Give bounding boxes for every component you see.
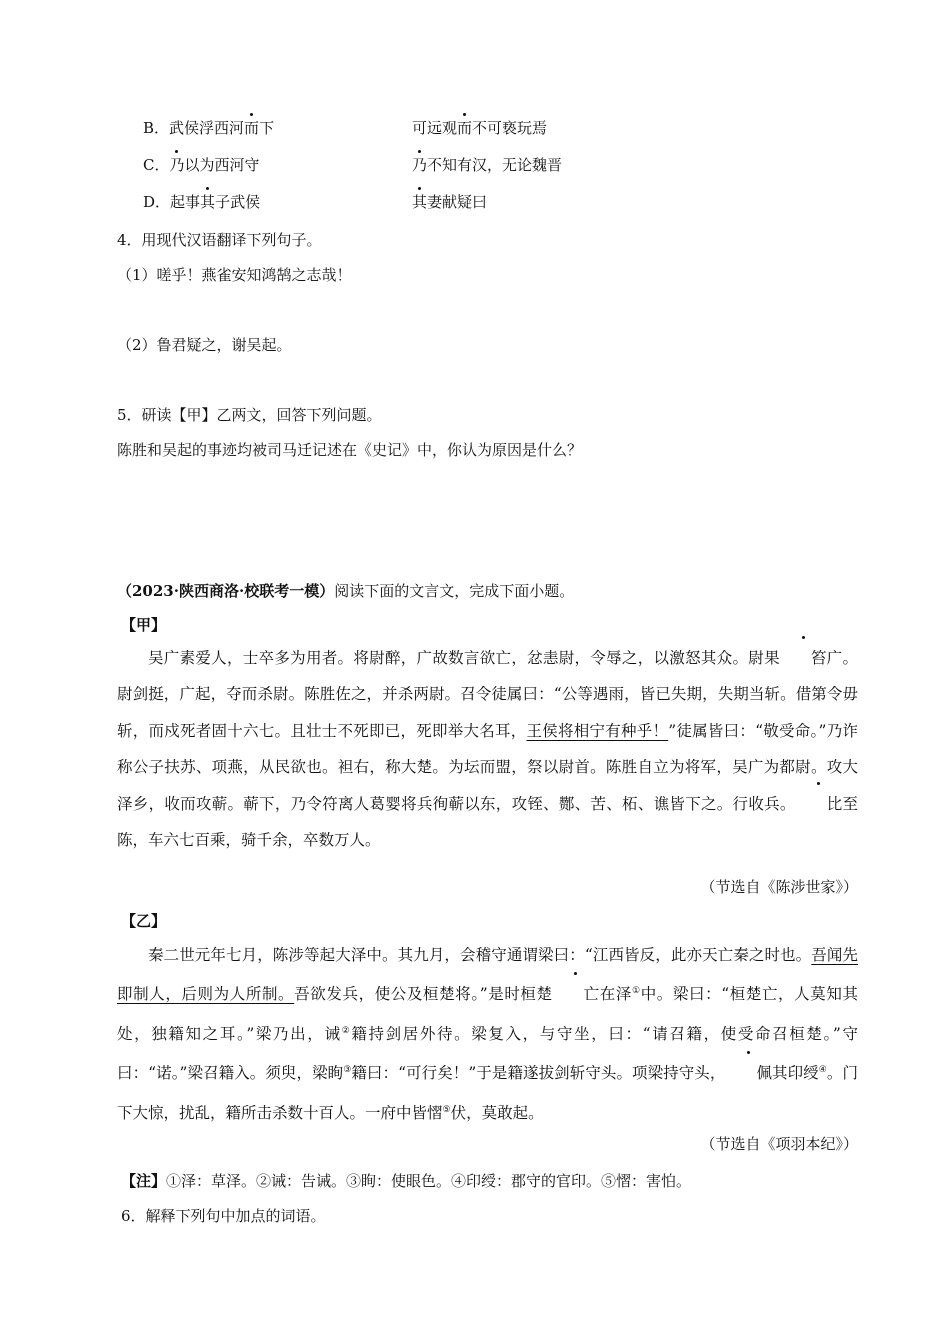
footnote-marker: ③ [343, 1065, 352, 1076]
footnote-marker: ② [341, 1025, 352, 1036]
option-b-right: 可远观而不可亵玩焉 [412, 119, 548, 137]
yi-label: 【乙】 [121, 912, 167, 930]
passage-yi: 秦二世元年七月，陈涉等起大泽中。其九月，会稽守通谓梁曰：“江西皆反，此亦天亡秦之时也。吾闻先即制人，后则为人所制。吾欲发兵，使公及桓楚将。”是时桓楚 亡在泽①中。梁曰：“桓楚亡，人莫知其处，独籍知之耳。”梁乃出，诫②籍持剑居外待。梁复入，与守坐，曰：“请召籍，使受命召桓楚。”守曰：“诺。”梁召籍入。须臾，梁眴③籍曰：“可行矣！”于是籍遂拔剑斩守头。项梁持守头， 佩其印绶④。门下大惊，扰乱，籍所击杀数十百人。一府中皆慴⑤伏，莫敢起。 [117, 946, 858, 1122]
emphasis-dot-char: 而 [244, 119, 260, 137]
footnote-marker: ④ [818, 1065, 827, 1076]
q4-sentence-1: （1）嗟乎！燕雀安知鸿鹄之志哉！ [117, 266, 352, 284]
emphasis-dot-char: 比 [796, 786, 843, 822]
footnote-marker: ⑤ [442, 1104, 451, 1115]
q6-title: 6．解释下列句中加点的词语。 [121, 1207, 326, 1225]
yi-source: （节选自《项羽本纪》） [700, 1135, 858, 1153]
emphasis-dot-char: 笞 [780, 640, 827, 676]
instruction: 阅读下面的文言文，完成下面小题。 [334, 582, 575, 600]
emphasis-dot-char: 其 [412, 193, 428, 211]
emphasis-dot-char: 其 [200, 193, 216, 211]
jia-label: 【甲】 [121, 616, 167, 634]
underlined-sentence: 王侯将相宁有种乎！ [526, 721, 669, 740]
q4-sentence-2: （2）鲁君疑之，谢吴起。 [117, 336, 292, 354]
q5-title: 5．研读【甲】乙两文，回答下列问题。 [117, 406, 382, 424]
emphasis-dot-char: 佩 [725, 1055, 772, 1091]
emphasis-dot-char: 而 [457, 119, 473, 137]
option-c-left: C．乃以为西河守 [143, 156, 260, 174]
emphasis-dot-char: 乃 [412, 156, 428, 174]
exam-source: （2023·陕西商洛·校联考一模） [117, 582, 335, 600]
option-c-right: 乃不知有汉，无论魏晋 [412, 156, 563, 174]
underlined-sentence: 吾闻先即制人，后则为人所制。 [117, 946, 858, 1004]
emphasis-dot-char: 乃 [169, 156, 185, 174]
notes: 【注】①泽：草泽。②诫：告诫。③眴：使眼色。④印绶：郡守的官印。⑤慴：害怕。 [121, 1172, 692, 1190]
q5-question: 陈胜和吴起的事迹均被司马迁记述在《史记》中，你认为原因是什么？ [117, 441, 583, 459]
option-b-left: B．武侯浮西河而下 [143, 119, 275, 137]
q4-title: 4．用现代汉语翻译下列句子。 [117, 231, 322, 249]
section-heading [117, 580, 574, 601]
emphasis-dot-char: 亡 [553, 976, 600, 1012]
passage-jia: 吴广素爱人，士卒多为用者。将尉醉，广故数言欲亡，忿恚尉，令辱之，以激怒其众。尉果 笞广。尉剑挺，广起，夺而杀尉。陈胜佐之，并杀两尉。召令徒属曰：“公等遇雨，皆已失期，失期当斩。借第令毋斩，而戍死者固十六七。且壮士不死即已，死即举大名耳，王侯将相宁有种乎！”徒属皆曰：“敬受命。”乃诈称公子扶苏、项燕，从民欲也。袒右，称大楚。为坛而盟，祭以尉首。陈胜自立为将军，吴广为都尉。攻大泽乡，收而攻蕲。蕲下，乃令符离人葛婴将兵徇蕲以东，攻铚、酂、苦、柘、谯皆下之。行收兵。 比至陈，车六七百乘，骑千余，卒数万人。 [117, 640, 858, 858]
jia-source: （节选自《陈涉世家》） [700, 878, 858, 896]
option-d-right: 其妻献疑曰 [412, 193, 488, 211]
footnote-marker: ① [632, 986, 641, 997]
option-d-left: D．起事其子武侯 [143, 193, 261, 211]
